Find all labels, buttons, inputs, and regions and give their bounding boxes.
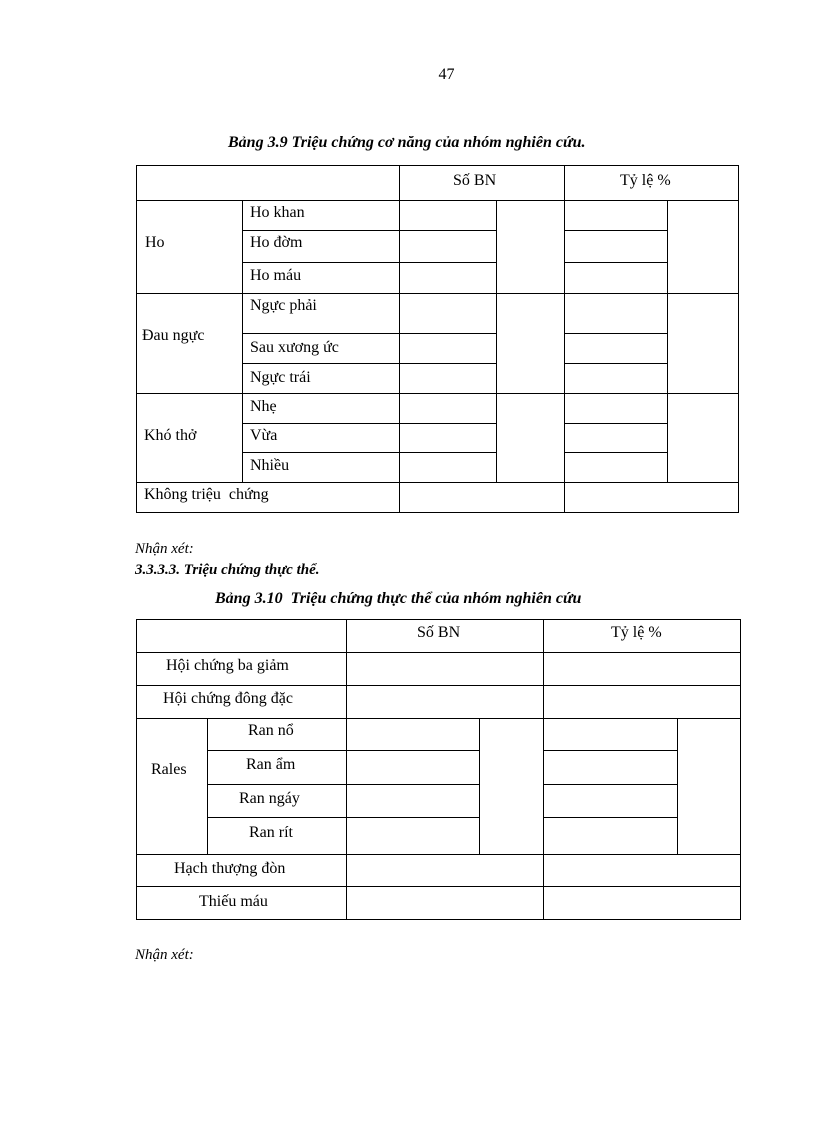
table-3-9-item: Nhiều	[250, 457, 290, 474]
table-3-9-item: Nhẹ	[250, 398, 277, 415]
table-3-10-rales-item: Ran rít	[249, 824, 293, 841]
table-3-9-item: Sau xương ức	[250, 339, 339, 356]
page-number: 47	[438, 66, 455, 83]
table-3-10-rales-item: Ran ẩm	[246, 756, 296, 773]
table-3-9-item: Ho đờm	[250, 234, 303, 251]
table-3-10-row-label: Hội chứng đông đặc	[163, 690, 293, 707]
section-heading: 3.3.3.3. Triệu chứng thực thể.	[135, 562, 320, 578]
table-3-10-header-count: Số BN	[417, 624, 461, 641]
table-3-10-rales-item: Ran ngáy	[239, 790, 300, 807]
table-3-9-header-percent: Tỷ lệ %	[620, 172, 671, 189]
table-3-9-group-label: Ho	[145, 234, 165, 251]
table-3-9-header-count: Số BN	[453, 172, 497, 189]
table-3-10-rales-label: Rales	[151, 761, 187, 778]
table-3-9-last-row: Không triệu chứng	[144, 486, 269, 503]
table-3-10-rales-item: Ran nổ	[248, 722, 294, 739]
table-3-9-caption: Bảng 3.9 Triệu chứng cơ năng của nhóm nghiên cứu.	[228, 134, 586, 151]
table-3-10-caption: Bảng 3.10 Triệu chứng thực thể của nhóm nghiên cứu	[215, 590, 582, 607]
table-3-9-item: Ho máu	[250, 267, 302, 284]
table-3-9-item: Vừa	[250, 427, 278, 444]
table-3-9-group-label: Khó thở	[144, 427, 197, 444]
table-3-10-row-label: Hạch thượng đòn	[174, 860, 286, 877]
table-3-9-item: Ho khan	[250, 204, 305, 221]
table-3-9-group-label: Đau ngực	[142, 327, 205, 344]
table-3-9-item: Ngực trái	[250, 369, 311, 386]
table-3-10-header-percent: Tỷ lệ %	[611, 624, 662, 641]
note-2: Nhận xét:	[135, 947, 194, 963]
note-1: Nhận xét:	[135, 541, 194, 557]
table-3-9-item: Ngực phải	[250, 297, 317, 314]
table-3-10-row-label: Hội chứng ba giảm	[166, 657, 289, 674]
table-3-10-row-label: Thiếu máu	[199, 893, 268, 910]
